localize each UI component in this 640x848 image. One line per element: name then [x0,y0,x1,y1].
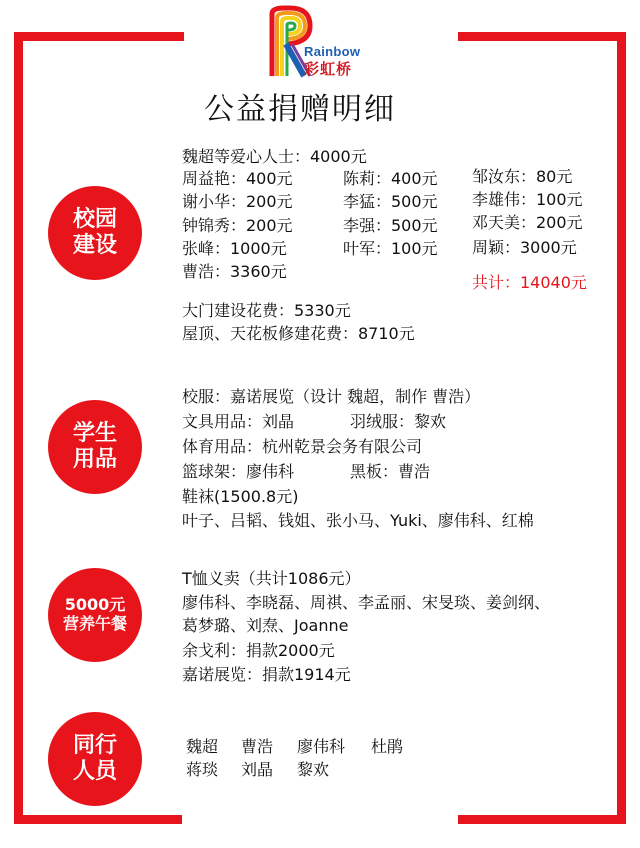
supplies-line: 鞋袜(1500.8元) [182,487,299,506]
badge-campus-line2: 建设 [72,233,117,258]
lunch-line: 廖伟科、李晓磊、周祺、李孟丽、宋旻琰、姜剑纲、 [182,593,551,612]
campus-donor: 李雄伟：100元 [472,190,583,209]
campus-donor: 叶军：100元 [343,239,438,258]
campus-donor: 李强：500元 [343,216,438,235]
badge-campus-line1: 校园 [72,207,117,233]
team-member: 刘晶 [241,760,274,779]
logo-text-en: Rainbow [304,44,361,59]
campus-donor: 钟锦秀：200元 [182,216,293,235]
badge-supplies [48,400,142,494]
frame-top-right [458,32,626,41]
frame-right [617,32,626,824]
campus-donor-lead: 魏超等爱心人士：4000元 [182,147,367,166]
campus-donor: 谢小华：200元 [182,192,293,211]
logo-text-cn: 彩虹桥 [304,60,353,78]
badge-lunch [48,568,142,662]
supplies-line: 羽绒服：黎欢 [350,412,447,431]
lunch-line: 余戈利：捐款2000元 [182,641,335,660]
supplies-line: 校服：嘉诺展览（设计 魏超，制作 曹浩） [182,387,481,406]
campus-donor: 邓天美：200元 [472,213,583,232]
lunch-line: 葛梦璐、刘焘、Joanne [182,616,349,635]
frame-top-left [14,32,184,41]
badge-team-line2: 人员 [72,759,117,784]
campus-donor: 邹汝东：80元 [472,167,573,186]
badge-team [48,712,142,806]
badge-campus [48,186,142,280]
badge-team-line1: 同行 [72,733,117,759]
badge-lunch-line2: 营养午餐 [62,614,127,633]
lunch-line: 嘉诺展览：捐款1914元 [182,665,351,684]
lunch-line: T恤义卖（共计1086元） [182,569,361,588]
campus-donor: 曹浩：3360元 [182,262,287,281]
campus-expense: 大门建设花费：5330元 [182,301,351,320]
supplies-line: 体育用品：杭州乾景会务有限公司 [182,437,423,456]
campus-donor: 陈莉：400元 [343,169,438,188]
supplies-line: 文具用品：刘晶 [182,412,295,431]
supplies-line: 篮球架：廖伟科 [182,462,295,481]
campus-total: 共计：14040元 [472,273,587,292]
badge-supplies-line2: 用品 [72,447,117,472]
campus-donor: 张峰：1000元 [182,239,287,258]
supplies-line: 黑板：曹浩 [350,462,431,481]
page-title: 公益捐赠明细 [204,92,396,127]
campus-donor: 李猛：500元 [343,192,438,211]
supplies-line: 叶子、吕韬、钱姐、张小马、Yuki、廖伟科、红棉 [182,511,534,530]
team-member: 魏超 [186,737,219,756]
frame-left [14,32,23,824]
badge-supplies-line1: 学生 [72,421,117,447]
frame-bottom-left [14,815,182,824]
team-member: 杜鹃 [371,737,404,756]
campus-expense: 屋顶、天花板修建花费：8710元 [182,324,415,343]
team-member: 黎欢 [297,760,330,779]
team-member: 廖伟科 [297,737,346,756]
frame-bottom-right [458,815,626,824]
campus-donor: 周颖：3000元 [472,238,577,257]
campus-donor: 周益艳：400元 [182,169,293,188]
team-member: 蒋琰 [186,760,219,779]
badge-lunch-line1: 5000元 [64,595,126,615]
team-member: 曹浩 [241,737,274,756]
